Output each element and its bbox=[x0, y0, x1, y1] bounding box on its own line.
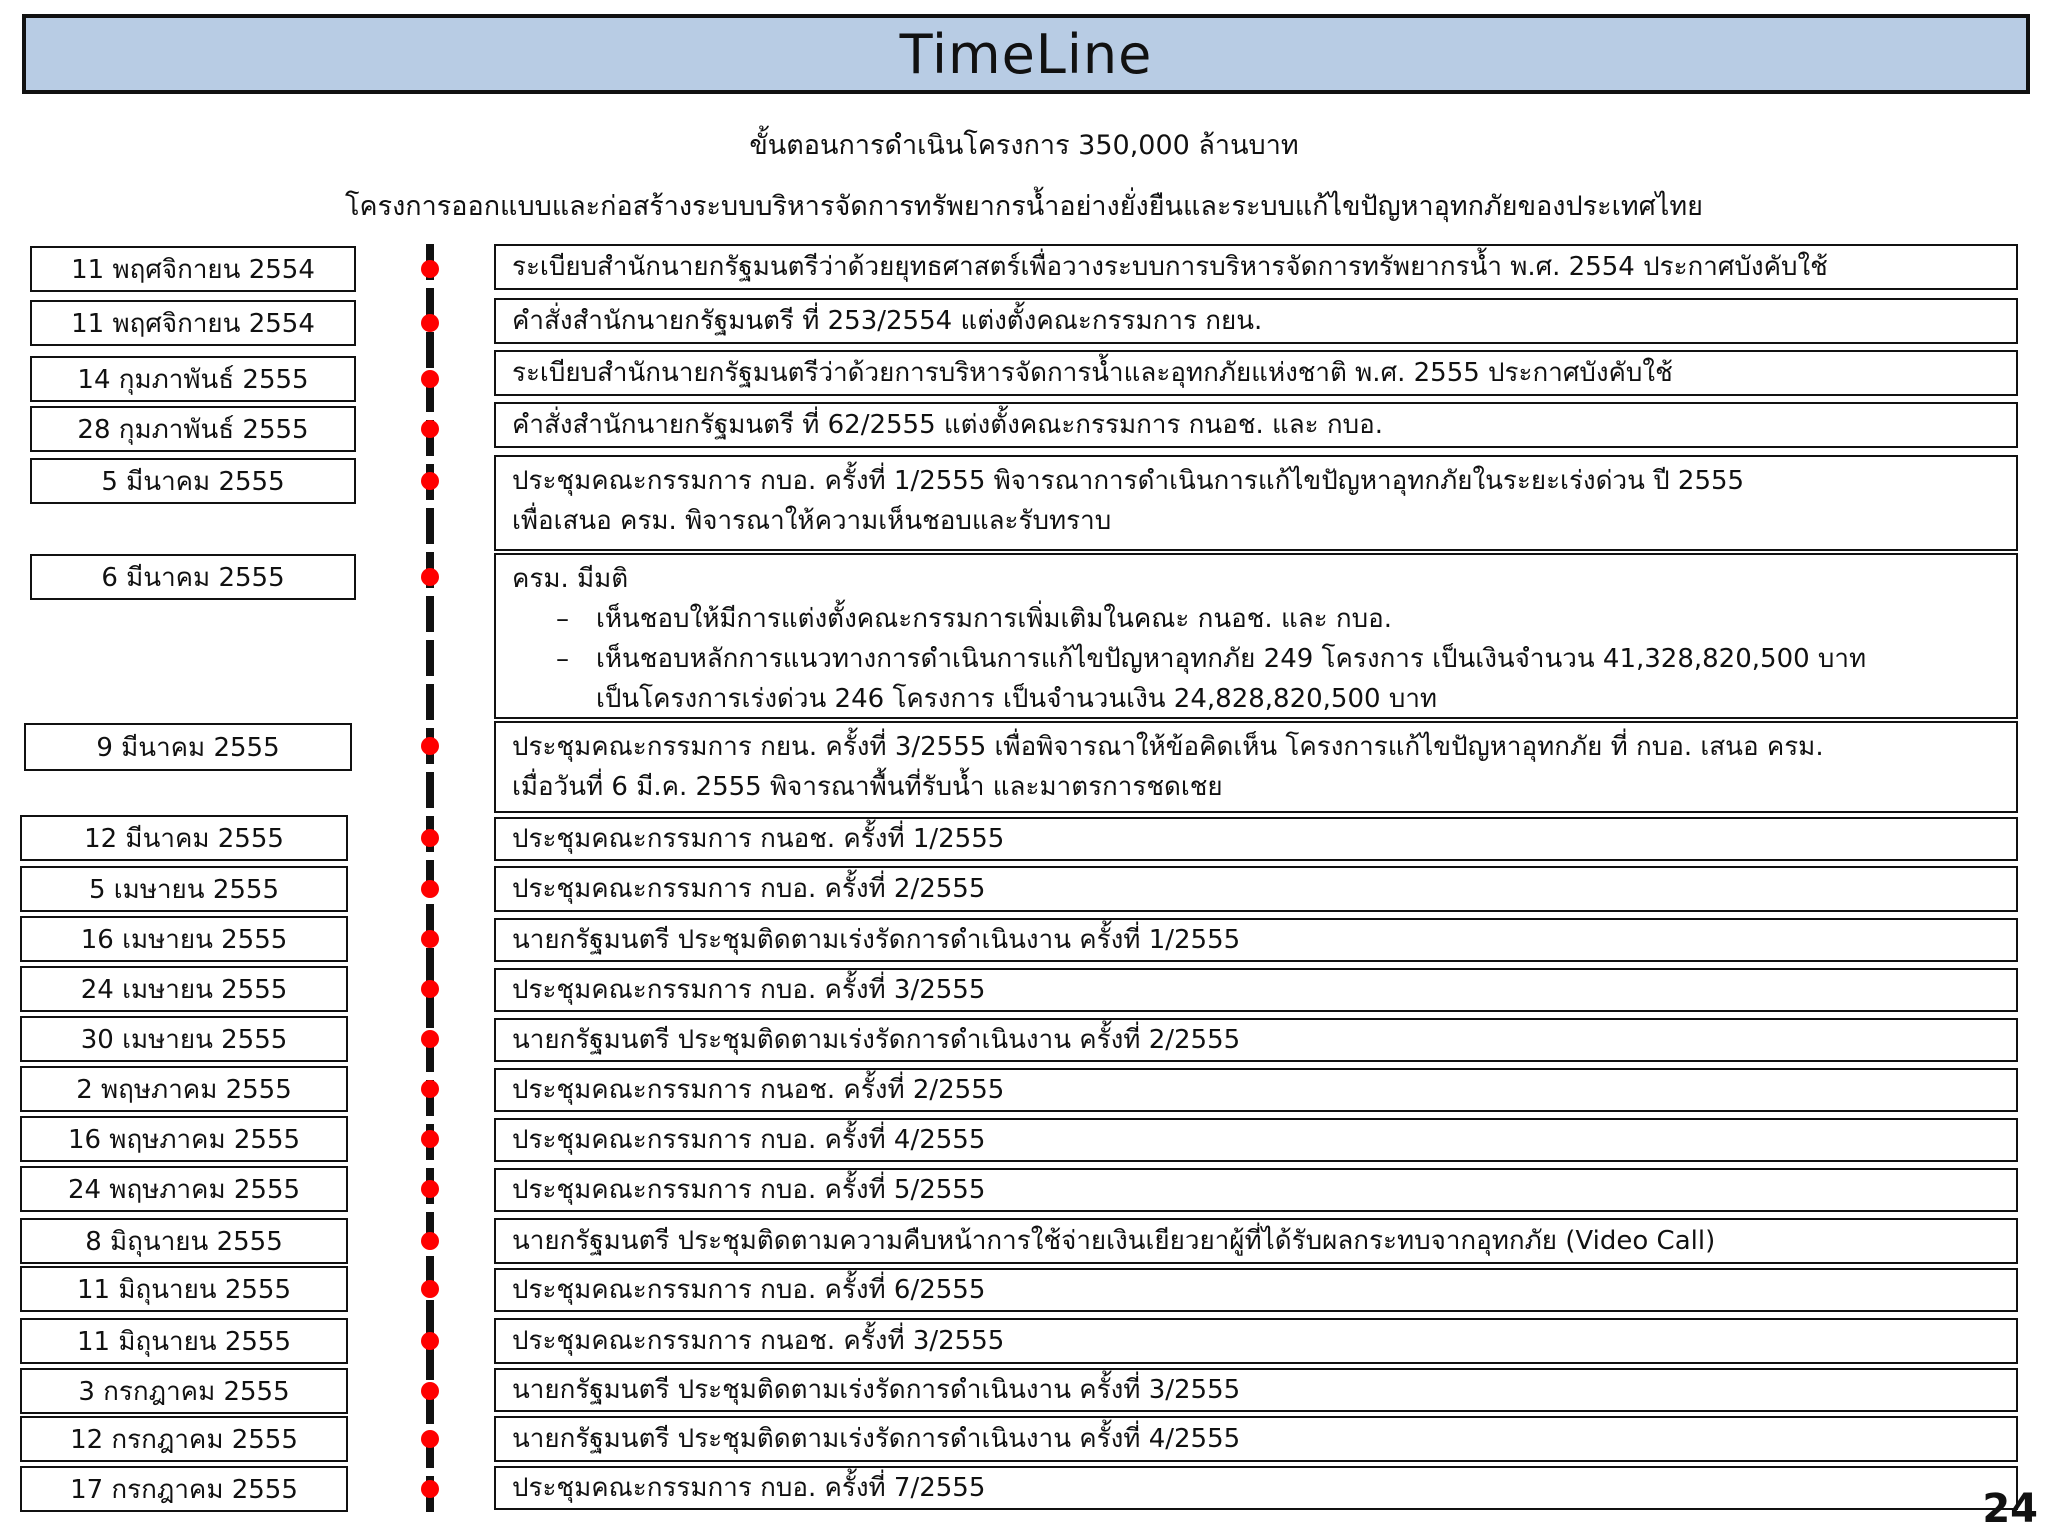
event-text: ประชุมคณะกรรมการ กนอช. ครั้งที่ 1/2555 bbox=[512, 824, 1005, 854]
event-text: คำสั่งสำนักนายกรัฐมนตรี ที่ 253/2554 แต่งตั้งคณะกรรมการ กยน. bbox=[512, 306, 1263, 336]
event-date: 3 กรกฎาคม 2555 bbox=[20, 1368, 348, 1414]
event-text-continued: เมื่อวันที่ 6 มี.ค. 2555 พิจารณาพื้นที่รับน้ำ และมาตรการชดเชย bbox=[512, 772, 1223, 802]
event-description bbox=[494, 298, 2018, 344]
event-date: 5 เมษายน 2555 bbox=[20, 866, 348, 912]
timeline-marker-dot bbox=[421, 568, 439, 586]
event-date: 28 กุมภาพันธ์ 2555 bbox=[30, 406, 356, 452]
event-description bbox=[494, 244, 2018, 290]
page-number: 24 bbox=[1982, 1486, 2038, 1532]
event-date: 24 เมษายน 2555 bbox=[20, 966, 348, 1012]
page-title: TimeLine bbox=[899, 22, 1153, 86]
event-date: 12 กรกฎาคม 2555 bbox=[20, 1416, 348, 1462]
event-bullet bbox=[512, 599, 2000, 639]
timeline-marker-dot bbox=[421, 737, 439, 755]
event-description bbox=[494, 1068, 2018, 1112]
timeline-marker-dot bbox=[421, 1030, 439, 1048]
subtitle-project-steps: ขั้นตอนการดำเนินโครงการ 350,000 ล้านบาท bbox=[749, 130, 1299, 161]
timeline-marker-dot bbox=[421, 829, 439, 847]
event-description bbox=[494, 968, 2018, 1012]
event-date: 17 กรกฎาคม 2555 bbox=[20, 1466, 348, 1512]
event-text: ประชุมคณะกรรมการ กบอ. ครั้งที่ 5/2555 bbox=[512, 1175, 986, 1205]
event-bullet bbox=[512, 639, 2000, 679]
timeline-marker-dot bbox=[421, 260, 439, 278]
event-date: 16 พฤษภาคม 2555 bbox=[20, 1116, 348, 1162]
event-date: 11 มิถุนายน 2555 bbox=[20, 1318, 348, 1364]
event-text: ประชุมคณะกรรมการ กบอ. ครั้งที่ 2/2555 bbox=[512, 874, 986, 904]
timeline-marker-dot bbox=[421, 1280, 439, 1298]
event-description bbox=[494, 817, 2018, 861]
event-text: ระเบียบสำนักนายกรัฐมนตรีว่าด้วยยุทธศาสตร์เพื่อวางระบบการบริหารจัดการทรัพยากรน้ำ พ.ศ. 2554 ประกาศบังคับใช้ bbox=[512, 252, 1828, 282]
event-description bbox=[494, 866, 2018, 912]
event-date: 11 มิถุนายน 2555 bbox=[20, 1266, 348, 1312]
event-date: 2 พฤษภาคม 2555 bbox=[20, 1066, 348, 1112]
page-title-bar bbox=[22, 14, 2030, 94]
event-text: ครม. มีมติ bbox=[512, 564, 629, 594]
event-date: 12 มีนาคม 2555 bbox=[20, 815, 348, 861]
event-text: คำสั่งสำนักนายกรัฐมนตรี ที่ 62/2555 แต่งตั้งคณะกรรมการ กนอช. และ กบอ. bbox=[512, 410, 1384, 440]
event-text: นายกรัฐมนตรี ประชุมติดตามเร่งรัดการดำเนินงาน ครั้งที่ 1/2555 bbox=[512, 925, 1241, 955]
timeline-marker-dot bbox=[421, 1430, 439, 1448]
event-text: ประชุมคณะกรรมการ กนอช. ครั้งที่ 3/2555 bbox=[512, 1326, 1005, 1356]
event-date: 9 มีนาคม 2555 bbox=[24, 723, 352, 771]
bullet-dash: – bbox=[556, 644, 569, 674]
event-description bbox=[494, 1118, 2018, 1162]
event-date: 11 พฤศจิกายน 2554 bbox=[30, 300, 356, 346]
event-description bbox=[494, 455, 2018, 551]
event-text: นายกรัฐมนตรี ประชุมติดตามเร่งรัดการดำเนินงาน ครั้งที่ 4/2555 bbox=[512, 1424, 1241, 1454]
timeline-marker-dot bbox=[421, 880, 439, 898]
event-bullet-continued: เป็นโครงการเร่งด่วน 246 โครงการ เป็นจำนวนเงิน 24,828,820,500 บาท bbox=[596, 684, 1438, 714]
event-text: ระเบียบสำนักนายกรัฐมนตรีว่าด้วยการบริหารจัดการน้ำและอุทกภัยแห่งชาติ พ.ศ. 2555 ประกาศบังคับใช้ bbox=[512, 358, 1673, 388]
timeline-marker-dot bbox=[421, 1382, 439, 1400]
timeline-marker-dot bbox=[421, 1080, 439, 1098]
timeline-marker-dot bbox=[421, 930, 439, 948]
timeline-marker-dot bbox=[421, 1130, 439, 1148]
event-description bbox=[494, 1168, 2018, 1212]
event-date: 8 มิถุนายน 2555 bbox=[20, 1218, 348, 1264]
event-description bbox=[494, 1018, 2018, 1062]
timeline-marker-dot bbox=[421, 1232, 439, 1250]
event-text: ประชุมคณะกรรมการ กบอ. ครั้งที่ 6/2555 bbox=[512, 1275, 986, 1305]
event-description bbox=[494, 1318, 2018, 1364]
event-text-continued: เพื่อเสนอ ครม. พิจารณาให้ความเห็นชอบและรับทราบ bbox=[512, 506, 1112, 536]
event-date: 14 กุมภาพันธ์ 2555 bbox=[30, 356, 356, 402]
event-description bbox=[494, 721, 2018, 813]
event-description bbox=[494, 1268, 2018, 1312]
event-date: 6 มีนาคม 2555 bbox=[30, 554, 356, 600]
bullet-dash: – bbox=[556, 604, 569, 634]
bullet-text: เห็นชอบให้มีการแต่งตั้งคณะกรรมการเพิ่มเติมในคณะ กนอช. และ กบอ. bbox=[596, 604, 1392, 634]
timeline-marker-dot bbox=[421, 420, 439, 438]
event-description bbox=[494, 350, 2018, 396]
event-description bbox=[494, 1416, 2018, 1462]
event-text: ประชุมคณะกรรมการ กยน. ครั้งที่ 3/2555 เพื่อพิจารณาให้ข้อคิดเห็น โครงการแก้ไขปัญหาอุทกภัย ที่ กบอ. เสนอ ครม. bbox=[512, 732, 1824, 762]
event-description bbox=[494, 1368, 2018, 1412]
subtitle-project-name: โครงการออกแบบและก่อสร้างระบบบริหารจัดการทรัพยากรน้ำอย่างยั่งยืนและระบบแก้ไขปัญหาอุทกภัยของประเทศไทย bbox=[345, 191, 1703, 222]
event-text: ประชุมคณะกรรมการ กบอ. ครั้งที่ 4/2555 bbox=[512, 1125, 986, 1155]
event-date: 16 เมษายน 2555 bbox=[20, 916, 348, 962]
event-date: 30 เมษายน 2555 bbox=[20, 1016, 348, 1062]
event-text: นายกรัฐมนตรี ประชุมติดตามเร่งรัดการดำเนินงาน ครั้งที่ 3/2555 bbox=[512, 1375, 1241, 1405]
timeline-marker-dot bbox=[421, 370, 439, 388]
timeline-marker-dot bbox=[421, 1480, 439, 1498]
event-description bbox=[494, 553, 2018, 719]
event-text: ประชุมคณะกรรมการ กนอช. ครั้งที่ 2/2555 bbox=[512, 1075, 1005, 1105]
timeline-marker-dot bbox=[421, 1332, 439, 1350]
event-description bbox=[494, 402, 2018, 448]
event-text: ประชุมคณะกรรมการ กบอ. ครั้งที่ 7/2555 bbox=[512, 1473, 986, 1503]
event-date: 24 พฤษภาคม 2555 bbox=[20, 1166, 348, 1212]
timeline-marker-dot bbox=[421, 980, 439, 998]
event-text: นายกรัฐมนตรี ประชุมติดตามเร่งรัดการดำเนินงาน ครั้งที่ 2/2555 bbox=[512, 1025, 1241, 1055]
event-description bbox=[494, 918, 2018, 962]
event-description bbox=[494, 1466, 2018, 1510]
event-text: นายกรัฐมนตรี ประชุมติดตามความคืบหน้าการใช้จ่ายเงินเยียวยาผู้ที่ได้รับผลกระทบจากอุทกภัย (Video Call) bbox=[512, 1226, 1716, 1256]
event-date: 5 มีนาคม 2555 bbox=[30, 458, 356, 504]
event-description bbox=[494, 1218, 2018, 1264]
bullet-text: เห็นชอบหลักการแนวทางการดำเนินการแก้ไขปัญหาอุทกภัย 249 โครงการ เป็นเงินจำนวน 41,328,820,500 บาท bbox=[596, 644, 1867, 674]
event-text: ประชุมคณะกรรมการ กบอ. ครั้งที่ 1/2555 พิจารณาการดำเนินการแก้ไขปัญหาอุทกภัยในระยะเร่งด่วน ปี 2555 bbox=[512, 466, 1745, 496]
timeline-marker-dot bbox=[421, 314, 439, 332]
event-date: 11 พฤศจิกายน 2554 bbox=[30, 246, 356, 292]
timeline-marker-dot bbox=[421, 1180, 439, 1198]
timeline-marker-dot bbox=[421, 472, 439, 490]
event-text: ประชุมคณะกรรมการ กบอ. ครั้งที่ 3/2555 bbox=[512, 975, 986, 1005]
